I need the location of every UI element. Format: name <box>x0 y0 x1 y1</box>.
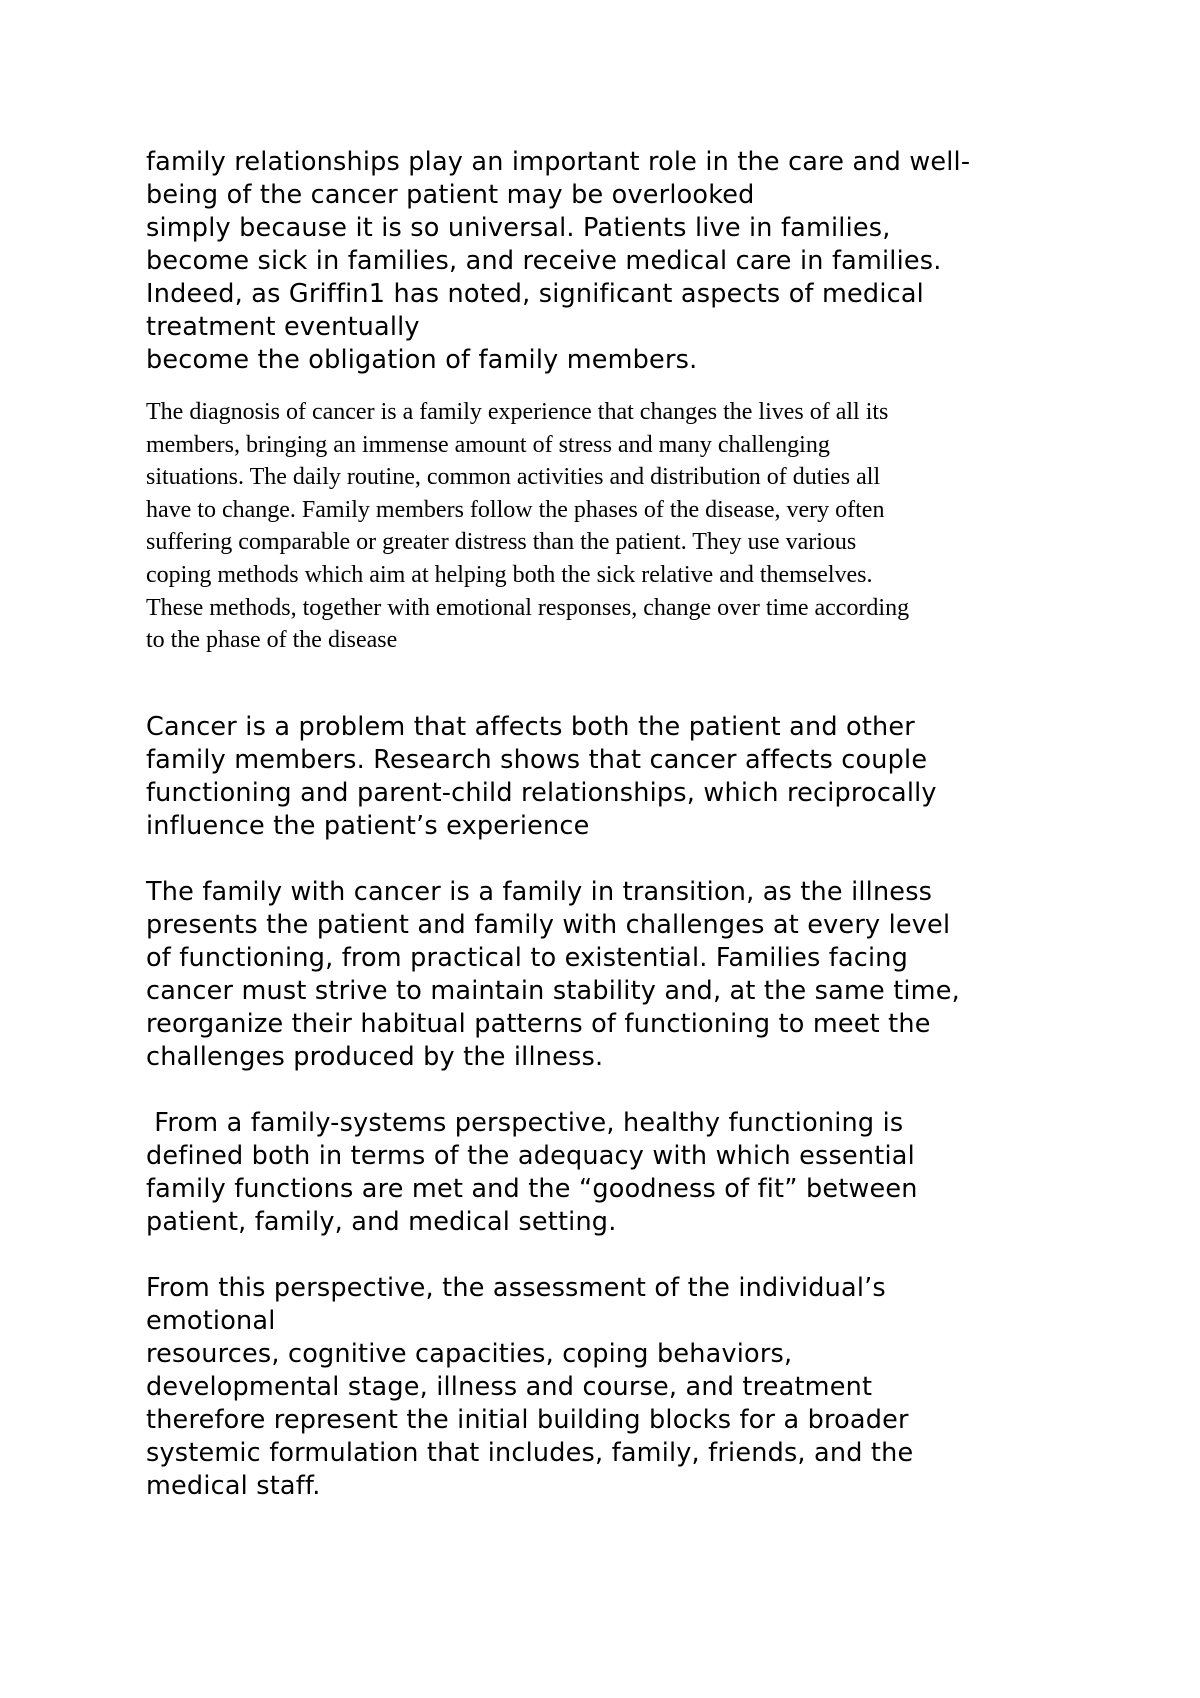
paragraph-diagnosis-of-cancer <box>146 396 1076 657</box>
text-line: Cancer is a problem that affects both the patient and other <box>146 712 915 742</box>
text-line: to the phase of the disease <box>146 627 398 654</box>
text-line: simply because it is so universal. Patients live in families, <box>146 213 891 243</box>
text-line: functioning and parent-child relationships, which reciprocally <box>146 778 937 808</box>
text-line: therefore represent the initial building blocks for a broader <box>146 1405 909 1435</box>
text-line: presents the patient and family with challenges at every level <box>146 910 951 940</box>
text-line: become sick in families, and receive medical care in families. <box>146 246 942 276</box>
text-line: defined both in terms of the adequacy with which essential <box>146 1141 915 1171</box>
text-line: The diagnosis of cancer is a family experience that changes the lives of all its <box>146 399 889 425</box>
text-line: family functions are met and the “goodness of fit” between <box>146 1174 918 1204</box>
text-line: medical staff. <box>146 1471 321 1501</box>
paragraph-assessment <box>146 1272 1076 1503</box>
text-line: Indeed, as Griffin1 has noted, significant aspects of medical <box>146 279 924 309</box>
text-line: influence the patient’s experience <box>146 811 590 841</box>
text-line: cancer must strive to maintain stability and, at the same time, <box>146 976 960 1006</box>
text-line: become the obligation of family members. <box>146 345 698 375</box>
paragraph-family-systems-perspective <box>146 1107 1076 1239</box>
text-line: treatment eventually <box>146 312 420 342</box>
text-line: being of the cancer patient may be overlooked <box>146 180 755 210</box>
paragraph-family-relationships <box>146 146 1076 377</box>
text-line: From a family-systems perspective, healthy functioning is <box>146 1108 904 1138</box>
text-line: patient, family, and medical setting. <box>146 1207 617 1237</box>
text-line: From this perspective, the assessment of the individual’s <box>146 1273 886 1303</box>
text-line: coping methods which aim at helping both the sick relative and themselves. <box>146 561 873 588</box>
text-line: reorganize their habitual patterns of functioning to meet the <box>146 1009 931 1039</box>
text-line: These methods, together with emotional responses, change over time according <box>146 594 910 621</box>
text-line: of functioning, from practical to existential. Families facing <box>146 943 909 973</box>
text-line: developmental stage, illness and course, and treatment <box>146 1372 873 1402</box>
text-line: resources, cognitive capacities, coping behaviors, <box>146 1339 793 1369</box>
text-line: systemic formulation that includes, family, friends, and the <box>146 1438 914 1468</box>
text-line: have to change. Family members follow the phases of the disease, very often <box>146 496 885 523</box>
text-line: suffering comparable or greater distress than the patient. They use various <box>146 529 857 556</box>
text-line: emotional <box>146 1306 276 1336</box>
text-line: members, bringing an immense amount of stress and many challenging <box>146 431 830 458</box>
text-line: family relationships play an important role in the care and well- <box>146 147 971 177</box>
text-line: The family with cancer is a family in transition, as the illness <box>146 877 933 907</box>
paragraph-family-in-transition <box>146 876 1076 1074</box>
text-line: challenges produced by the illness. <box>146 1042 604 1072</box>
text-line: family members. Research shows that cancer affects couple <box>146 745 928 775</box>
paragraph-cancer-is-a-problem <box>146 711 1076 843</box>
text-line: situations. The daily routine, common activities and distribution of duties all <box>146 464 881 491</box>
